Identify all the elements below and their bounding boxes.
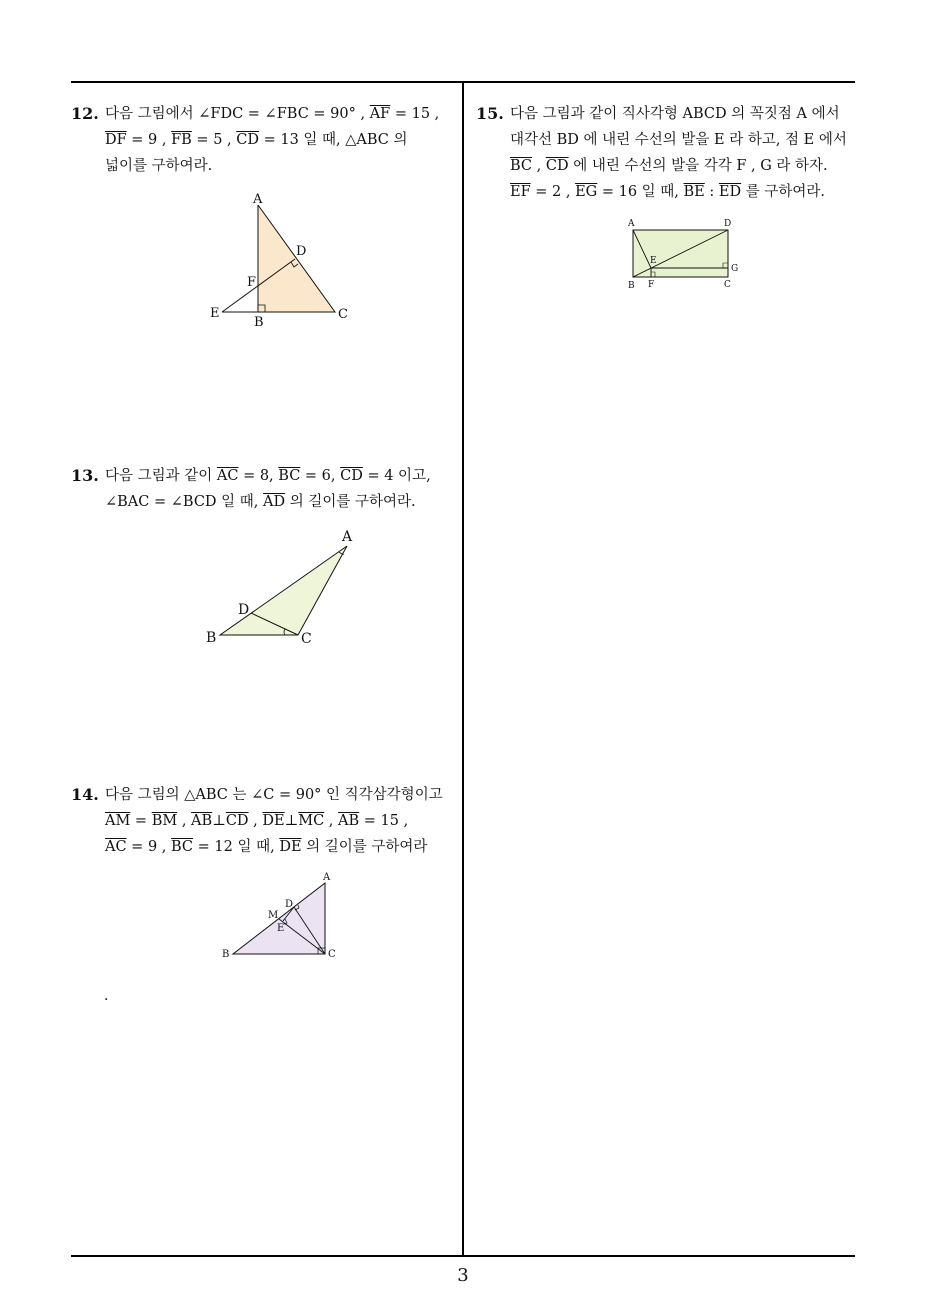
text-line: $\overline{EF} = 2$ , $\overline{EG} = 16$ 일 때, $\overline{BE}$ : $\overline{ED}$ 를 구하여라.: [510, 184, 825, 200]
problem-number: 15.: [476, 104, 504, 123]
label-b: B: [628, 281, 635, 291]
label-a: A: [253, 192, 263, 207]
label-b: B: [206, 630, 217, 646]
label-m: M: [268, 910, 279, 921]
segment-name: $\overline{DE}$: [262, 813, 285, 829]
label-b: B: [254, 315, 264, 330]
label-a: A: [342, 529, 353, 545]
segment-name: $\overline{EG}$: [575, 184, 598, 200]
problem-number: 13.: [71, 466, 99, 485]
label-c: C: [724, 280, 731, 290]
problem-14: [71, 782, 456, 862]
text-line: $\overline{BC}$ , $\overline{CD}$ 에 내린 수선의 발을 각각 F , G 라 하자.: [510, 158, 828, 174]
figure-12: [200, 185, 360, 330]
segment-name: $\overline{BM}$: [151, 813, 178, 829]
problem-text: [105, 782, 443, 860]
segment-name: $\overline{AB}$: [191, 813, 213, 829]
page-number: 3: [457, 1265, 469, 1286]
trailing-mark: .: [104, 988, 109, 1004]
label-e: E: [277, 923, 285, 934]
segment-name: $\overline{BC}$: [510, 158, 533, 174]
segment-name: $\overline{AC}$: [216, 468, 239, 484]
segment-name: $\overline{AM}$: [105, 813, 131, 829]
text-line: 다음 그림에서 ∠FDC = ∠FBC = 90° , $\overline{AF} = 15$ ,: [105, 106, 440, 122]
segment-name: $\overline{CD}$: [340, 468, 363, 484]
problem-13: [71, 463, 456, 523]
problem-text: [105, 101, 439, 179]
problem-15: [476, 101, 856, 211]
label-d: D: [724, 219, 732, 229]
problem-number: 12.: [71, 104, 99, 123]
label-f: F: [648, 280, 655, 290]
label-a: A: [628, 219, 635, 229]
segment-name: $\overline{FB}$: [171, 132, 192, 148]
segment-name: $\overline{MC}$: [298, 813, 325, 829]
bottom-rule: [71, 1255, 855, 1257]
segment-name: $\overline{CD}$: [225, 813, 249, 829]
label-e: E: [650, 256, 657, 266]
label-b: B: [222, 949, 230, 960]
problem-text: [105, 463, 431, 515]
label-d: D: [296, 244, 307, 259]
segment-name: $\overline{DF}$: [105, 132, 127, 148]
segment-name: $\overline{CD}$: [236, 132, 259, 148]
text-line: 다음 그림과 같이 $\overline{AC} = 8$, $\overline{BC} = 6$, $\overline{CD} = 4$ 이고,: [105, 468, 431, 484]
label-c: C: [301, 631, 312, 647]
text-line: 다음 그림과 같이 직사각형 ABCD 의 꼭짓점 A 에서: [510, 106, 840, 122]
segment-name: $\overline{AD}$: [262, 494, 286, 510]
column-divider: [462, 81, 464, 1257]
segment-name: $\overline{AF}$: [369, 106, 391, 122]
label-a: A: [323, 872, 331, 883]
text-line: 대각선 BD 에 내린 수선의 발을 E 라 하고, 점 E 에서: [510, 132, 847, 148]
problem-text: [510, 101, 847, 205]
text-line: 다음 그림의 △ABC 는 ∠C = 90° 인 직각삼각형이고: [105, 787, 443, 803]
label-f: F: [247, 275, 257, 290]
text-line: 넓이를 구하여라.: [105, 158, 213, 174]
text-line: $\overline{AM} = \overline{BM}$ , $\overline{AB}\perp\overline{CD}$ , $\overline{DE}\perp\overline{MC}$ , $\overline{AB} = 15$ ,: [105, 813, 409, 829]
segment-name: $\overline{CD}$: [545, 158, 569, 174]
label-g: G: [731, 264, 739, 274]
text-line: $\overline{AC} = 9$ , $\overline{BC} = 12$ 일 때, $\overline{DE}$ 의 길이를 구하여라: [105, 839, 428, 855]
segment-name: $\overline{AC}$: [105, 839, 127, 855]
figure-14: [215, 868, 350, 968]
segment-name: $\overline{BE}$: [683, 184, 705, 200]
problem-number: 14.: [71, 785, 99, 804]
label-e: E: [210, 306, 220, 321]
segment-name: $\overline{BC}$: [171, 839, 194, 855]
label-c: C: [328, 949, 336, 960]
label-d: D: [238, 602, 250, 618]
figure-15: [620, 213, 745, 293]
segment-name: $\overline{EF}$: [510, 184, 531, 200]
segment-name: $\overline{DE}$: [279, 839, 302, 855]
text-line: $\overline{DF} = 9$ , $\overline{FB} = 5$ , $\overline{CD} = 13$ 일 때, △ABC 의: [105, 132, 408, 148]
text-line: ∠BAC = ∠BCD 일 때, $\overline{AD}$ 의 길이를 구하여라.: [105, 494, 416, 510]
label-d: D: [285, 899, 294, 910]
segment-name: $\overline{BC}$: [278, 468, 301, 484]
segment-name: $\overline{AB}$: [338, 813, 360, 829]
figure-13: [200, 525, 365, 650]
label-c: C: [338, 307, 348, 322]
segment-name: $\overline{ED}$: [718, 184, 742, 200]
